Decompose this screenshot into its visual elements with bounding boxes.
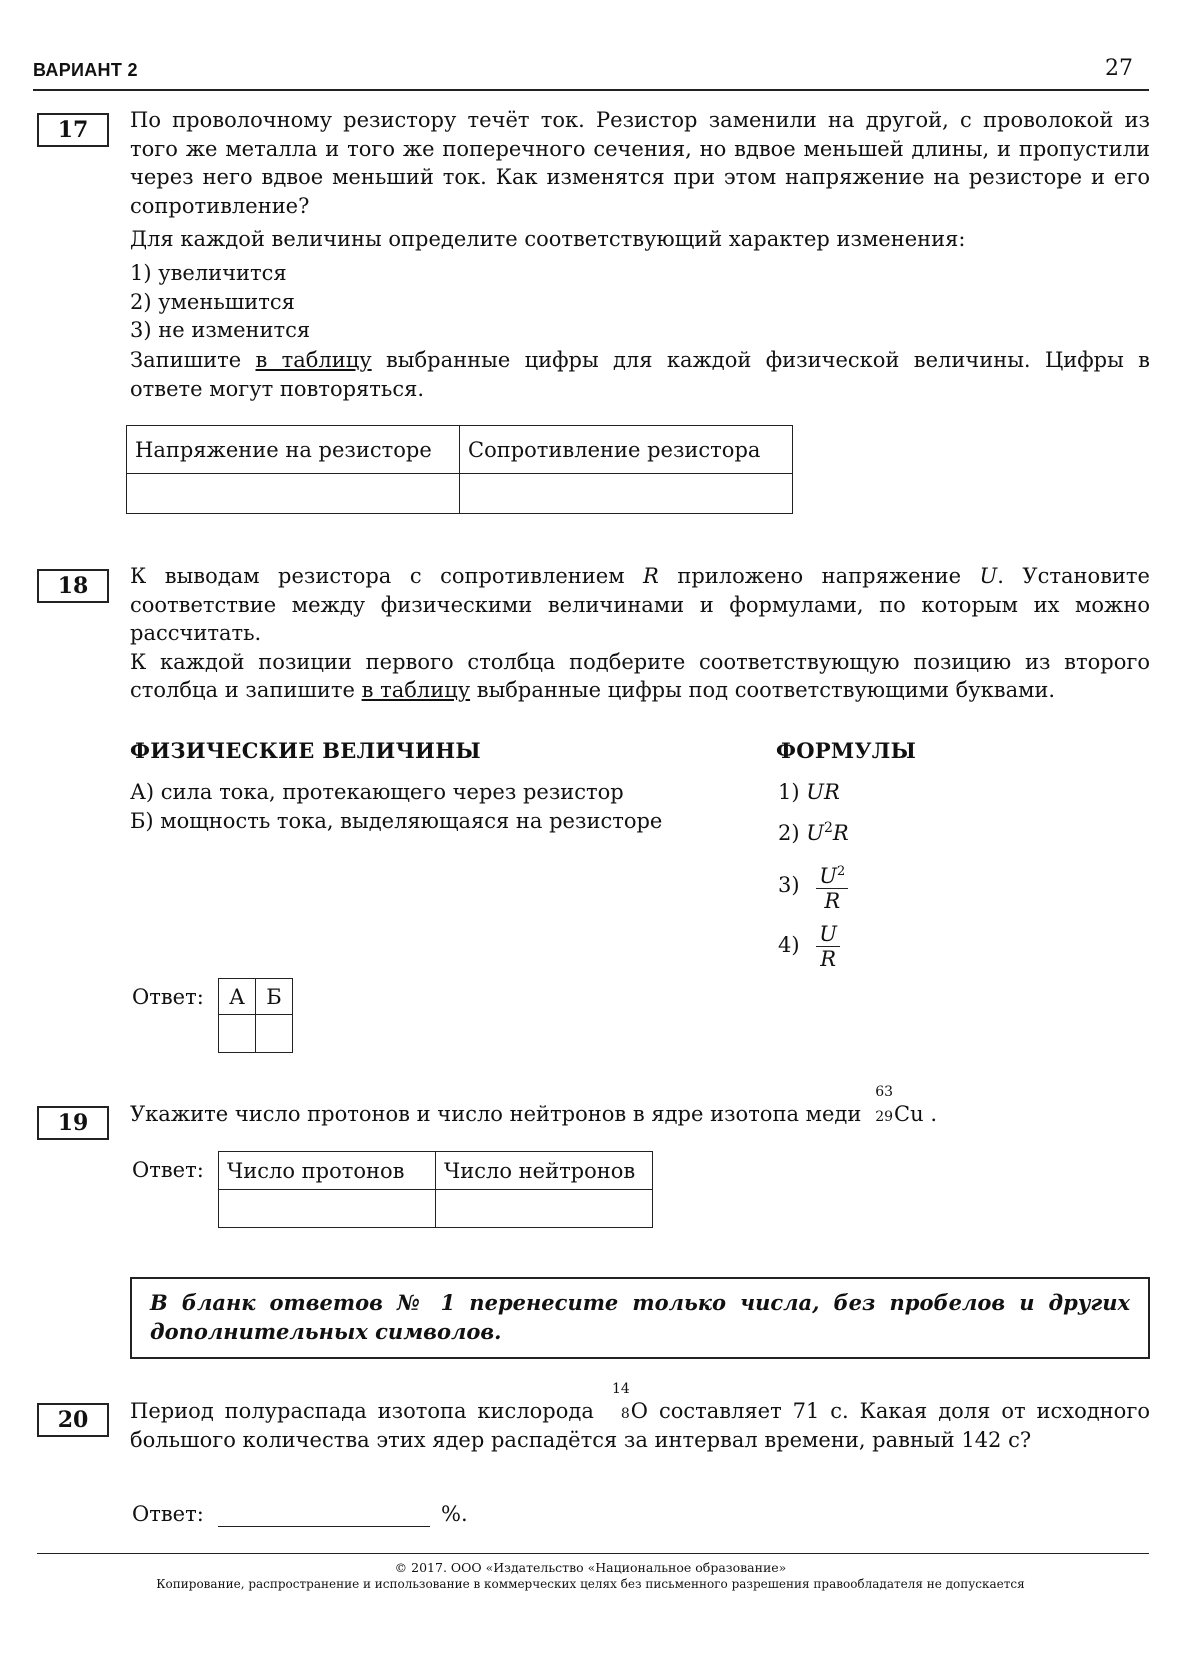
task-18-table-link: в таблицу xyxy=(361,678,471,702)
task-19-answer-cell-protons[interactable] xyxy=(219,1190,436,1228)
task-20-text: Период полураспада изотопа кислорода 14 8 O составляет 71 с. Какая доля от исходного большого количества этих ядер распадётся за интервал времени, равный 142 с? xyxy=(130,1381,1150,1452)
variant-label: ВАРИАНТ 2 xyxy=(33,60,138,80)
task-17-instruction: Для каждой величины определите соответствующий характер изменения: xyxy=(130,227,966,251)
task-18-col-a: А xyxy=(219,979,256,1015)
task-19-answer-cell-neutrons[interactable] xyxy=(436,1190,653,1228)
task-17-header-resistance: Сопротивление резистора xyxy=(460,426,793,474)
footer-notice: Копирование, распространение и использование в коммерческих целях без письменного разрешения правообладателя не допускается xyxy=(156,1577,1025,1591)
task-20-answer-label: Ответ: xyxy=(132,1502,204,1526)
task-17-answer-cell-resistance[interactable] xyxy=(460,474,793,514)
formula-3-fraction: $\frac{U^2}{R}$ xyxy=(816,860,848,913)
task-17-text xyxy=(130,106,1150,254)
task-18-answer-label: Ответ: xyxy=(132,985,204,1009)
quantities-column-header: ФИЗИЧЕСКИЕ ВЕЛИЧИНЫ xyxy=(130,738,481,763)
formula-1: 1) UR xyxy=(778,780,840,804)
task-17-answer-table xyxy=(126,425,793,514)
task-20-unit: %. xyxy=(441,1502,468,1526)
formula-2: 2) $U^2R$ xyxy=(778,820,849,845)
task-17-question: По проволочному резистору течёт ток. Резистор заменили на другой, с проволокой из того же металла и того же поперечного сечения, но вдвое меньшей длины, и пропустили через него вдвое меньший ток. Как изменятся при этом напряжение на резисторе и его сопротивление? xyxy=(130,108,1150,218)
task-17-number: 17 xyxy=(37,113,109,147)
task-18-instruction: К каждой позиции первого столбца подберите соответствующую позицию из второго столбца и запишите в таблицу выбранные цифры под соответствующими буквами. xyxy=(130,649,1150,702)
task-17-header-voltage: Напряжение на резисторе xyxy=(127,426,460,474)
task-19-text: Укажите число протонов и число нейтронов в ядре изотопа меди 63 29 Cu . xyxy=(130,1084,937,1126)
footer-divider xyxy=(37,1553,1149,1554)
task-17-write-instruction: Запишите в таблицу выбранные цифры для каждой физической величины. Цифры в ответе могут повторяться. xyxy=(130,348,1150,401)
answer-form-notice: В бланк ответов № 1 перенесите только числа, без пробелов и других дополнительных символов. xyxy=(130,1277,1150,1359)
task-18-answer-cell-b[interactable] xyxy=(256,1015,293,1053)
formula-4: 4) $\frac{U}{R}$ xyxy=(778,922,840,971)
quantity-item-a: А) сила тока, протекающего через резистор xyxy=(130,780,624,804)
task-17-answer-cell-voltage[interactable] xyxy=(127,474,460,514)
formula-3: 3) $\frac{U^2}{R}$ xyxy=(778,860,848,913)
task-17-option-1: 1) увеличится xyxy=(130,261,287,285)
task-19-header-protons: Число протонов xyxy=(219,1152,436,1190)
task-19-answer-table xyxy=(218,1151,653,1228)
task-18-number: 18 xyxy=(37,569,109,603)
task-18-answer-cell-a[interactable] xyxy=(219,1015,256,1053)
formula-4-fraction: $\frac{U}{R}$ xyxy=(816,922,840,971)
task-18-text xyxy=(130,562,1150,705)
task-18-question: К выводам резистора с сопротивлением R приложено напряжение U. Установите соответствие между физическими величинами и формулами, по которым их можно рассчитать. xyxy=(130,564,1150,645)
task-20-answer-line[interactable] xyxy=(218,1526,430,1527)
task-17-options xyxy=(130,259,310,345)
task-18-col-b: Б xyxy=(256,979,293,1015)
task-19-number: 19 xyxy=(37,1106,109,1140)
task-19-answer-label: Ответ: xyxy=(132,1158,204,1182)
task-17-option-3: 3) не изменится xyxy=(130,318,311,342)
task-20-number: 20 xyxy=(37,1403,109,1437)
formulas-column-header: ФОРМУЛЫ xyxy=(776,738,917,763)
task-19-header-neutrons: Число нейтронов xyxy=(436,1152,653,1190)
copper-isotope: 63 29 xyxy=(875,1084,894,1125)
oxygen-isotope: 14 8 xyxy=(611,1381,630,1422)
task-17-option-2: 2) уменьшится xyxy=(130,289,295,314)
footer-copyright: © 2017. ООО «Издательство «Национальное образование» xyxy=(394,1560,787,1575)
header-divider xyxy=(33,89,1149,91)
task-18-answer-table xyxy=(218,978,293,1053)
task-17-table-link: в таблицу xyxy=(255,348,372,372)
page-number: 27 xyxy=(1105,56,1133,81)
quantity-item-b: Б) мощность тока, выделяющаяся на резисторе xyxy=(130,809,663,833)
